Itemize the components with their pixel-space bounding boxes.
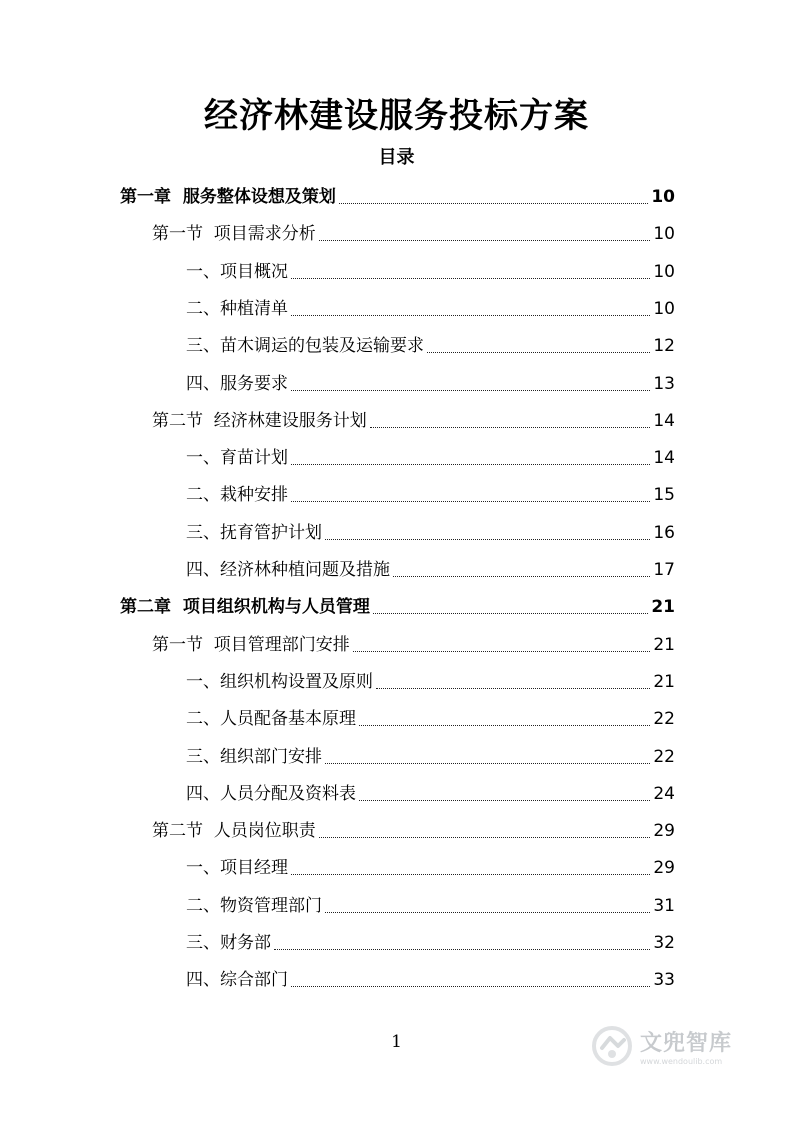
toc-entry-label: 二、物资管理部门 bbox=[186, 895, 322, 916]
toc-dot-leader bbox=[339, 203, 648, 204]
toc-entry[interactable] bbox=[186, 478, 675, 506]
toc-dot-leader bbox=[359, 800, 650, 801]
toc-entry-page: 14 bbox=[653, 410, 675, 431]
toc-entry-label: 第一节 项目需求分析 bbox=[152, 224, 316, 245]
toc-dot-leader bbox=[319, 837, 651, 838]
toc-entry[interactable] bbox=[186, 926, 675, 954]
toc-entry[interactable] bbox=[186, 777, 675, 805]
document-title: 经济林建设服务投标方案 bbox=[204, 96, 589, 136]
watermark bbox=[590, 1018, 780, 1074]
toc-dot-leader bbox=[359, 725, 650, 726]
toc-entry-page: 10 bbox=[653, 224, 675, 245]
toc-entry-page: 15 bbox=[653, 485, 675, 506]
toc-entry[interactable] bbox=[152, 404, 675, 432]
toc-entry[interactable] bbox=[186, 665, 675, 693]
toc-entry-page: 29 bbox=[653, 858, 675, 879]
toc-dot-leader bbox=[325, 539, 650, 540]
toc-entry[interactable] bbox=[186, 441, 675, 469]
toc-entry-label: 二、栽种安排 bbox=[186, 485, 288, 506]
toc-entry-page: 12 bbox=[653, 336, 675, 357]
toc-entry[interactable] bbox=[186, 255, 675, 283]
toc-entry-page: 21 bbox=[653, 634, 675, 655]
toc-dot-leader bbox=[370, 427, 651, 428]
toc-entry[interactable] bbox=[152, 217, 675, 245]
toc-entry[interactable] bbox=[186, 740, 675, 768]
toc-entry-label: 三、抚育管护计划 bbox=[186, 522, 322, 543]
toc-entry-label: 第二章 项目组织机构与人员管理 bbox=[120, 597, 370, 618]
toc-entry-page: 33 bbox=[653, 970, 675, 991]
toc-dot-leader bbox=[373, 613, 648, 614]
toc-dot-leader bbox=[291, 390, 650, 391]
toc-dot-leader bbox=[291, 278, 650, 279]
toc-dot-leader bbox=[291, 874, 650, 875]
toc-entry-label: 三、苗木调运的包装及运输要求 bbox=[186, 336, 424, 357]
toc-entry-label: 第一节 项目管理部门安排 bbox=[152, 634, 350, 655]
toc-dot-leader bbox=[353, 651, 651, 652]
toc-entry-label: 第二节 人员岗位职责 bbox=[152, 821, 316, 842]
toc-entry-page: 16 bbox=[653, 522, 675, 543]
watermark-name: 文兜智库 bbox=[640, 1031, 733, 1056]
toc-entry-label: 四、服务要求 bbox=[186, 373, 288, 394]
toc-entry-label: 一、项目概况 bbox=[186, 261, 288, 282]
toc-dot-leader bbox=[291, 501, 650, 502]
toc-dot-leader bbox=[291, 315, 650, 316]
toc-entry[interactable] bbox=[186, 329, 675, 357]
toc-entry[interactable] bbox=[186, 851, 675, 879]
toc-entry[interactable] bbox=[186, 516, 675, 544]
toc-entry[interactable] bbox=[152, 628, 675, 656]
toc-entry-label: 二、人员配备基本原理 bbox=[186, 709, 356, 730]
toc-entry-page: 17 bbox=[653, 560, 675, 580]
watermark-url: www.wendoulib.com bbox=[640, 1057, 723, 1066]
toc-entry-page: 10 bbox=[651, 187, 675, 207]
wenku-logo-icon bbox=[590, 1024, 634, 1068]
toc-entry-page: 21 bbox=[653, 671, 675, 692]
toc-entry-label: 第一章 服务整体设想及策划 bbox=[120, 187, 336, 207]
toc-entry-label: 三、财务部 bbox=[186, 933, 271, 953]
toc-entry-page: 21 bbox=[651, 597, 675, 618]
toc-entry-label: 三、组织部门安排 bbox=[186, 746, 322, 767]
toc-heading: 目录 bbox=[378, 147, 415, 168]
toc-dot-leader bbox=[291, 986, 650, 987]
toc-entry[interactable] bbox=[186, 292, 675, 320]
toc-dot-leader bbox=[393, 576, 650, 577]
toc-dot-leader bbox=[325, 763, 650, 764]
toc-dot-leader bbox=[376, 688, 650, 689]
toc-entry-label: 四、综合部门 bbox=[186, 970, 288, 991]
toc-entry-page: 22 bbox=[653, 746, 675, 767]
toc-entry-page: 10 bbox=[653, 261, 675, 282]
toc-dot-leader bbox=[325, 912, 650, 913]
toc-entry-page: 31 bbox=[653, 895, 675, 916]
toc-dot-leader bbox=[427, 352, 650, 353]
toc-entry-page: 24 bbox=[653, 783, 675, 804]
toc-entry-page: 10 bbox=[653, 298, 675, 319]
toc-entry[interactable] bbox=[152, 814, 675, 842]
toc-dot-leader bbox=[274, 949, 650, 950]
toc-entry-label: 二、种植清单 bbox=[186, 298, 288, 319]
toc-entry[interactable] bbox=[186, 553, 675, 581]
toc-entry-page: 32 bbox=[653, 933, 675, 953]
toc-entry-label: 四、人员分配及资料表 bbox=[186, 783, 356, 804]
page-number: 1 bbox=[391, 1032, 402, 1052]
toc-entry-label: 四、经济林种植问题及措施 bbox=[186, 560, 390, 580]
toc-entry[interactable] bbox=[186, 702, 675, 730]
toc-dot-leader bbox=[291, 464, 650, 465]
toc-entry-page: 29 bbox=[653, 821, 675, 842]
toc-entry[interactable] bbox=[186, 889, 675, 917]
toc-entry-label: 一、育苗计划 bbox=[186, 448, 288, 469]
toc-entry[interactable] bbox=[186, 963, 675, 991]
toc-entry-label: 一、项目经理 bbox=[186, 858, 288, 879]
toc-entry-label: 第二节 经济林建设服务计划 bbox=[152, 410, 367, 431]
toc-entry[interactable] bbox=[120, 590, 675, 618]
toc-entry[interactable] bbox=[120, 180, 675, 208]
toc-dot-leader bbox=[319, 240, 651, 241]
toc-entry-page: 13 bbox=[653, 373, 675, 394]
toc-entry[interactable] bbox=[186, 367, 675, 395]
toc-entry-page: 22 bbox=[653, 709, 675, 730]
toc-entry-label: 一、组织机构设置及原则 bbox=[186, 671, 373, 692]
toc-entry-page: 14 bbox=[653, 448, 675, 469]
